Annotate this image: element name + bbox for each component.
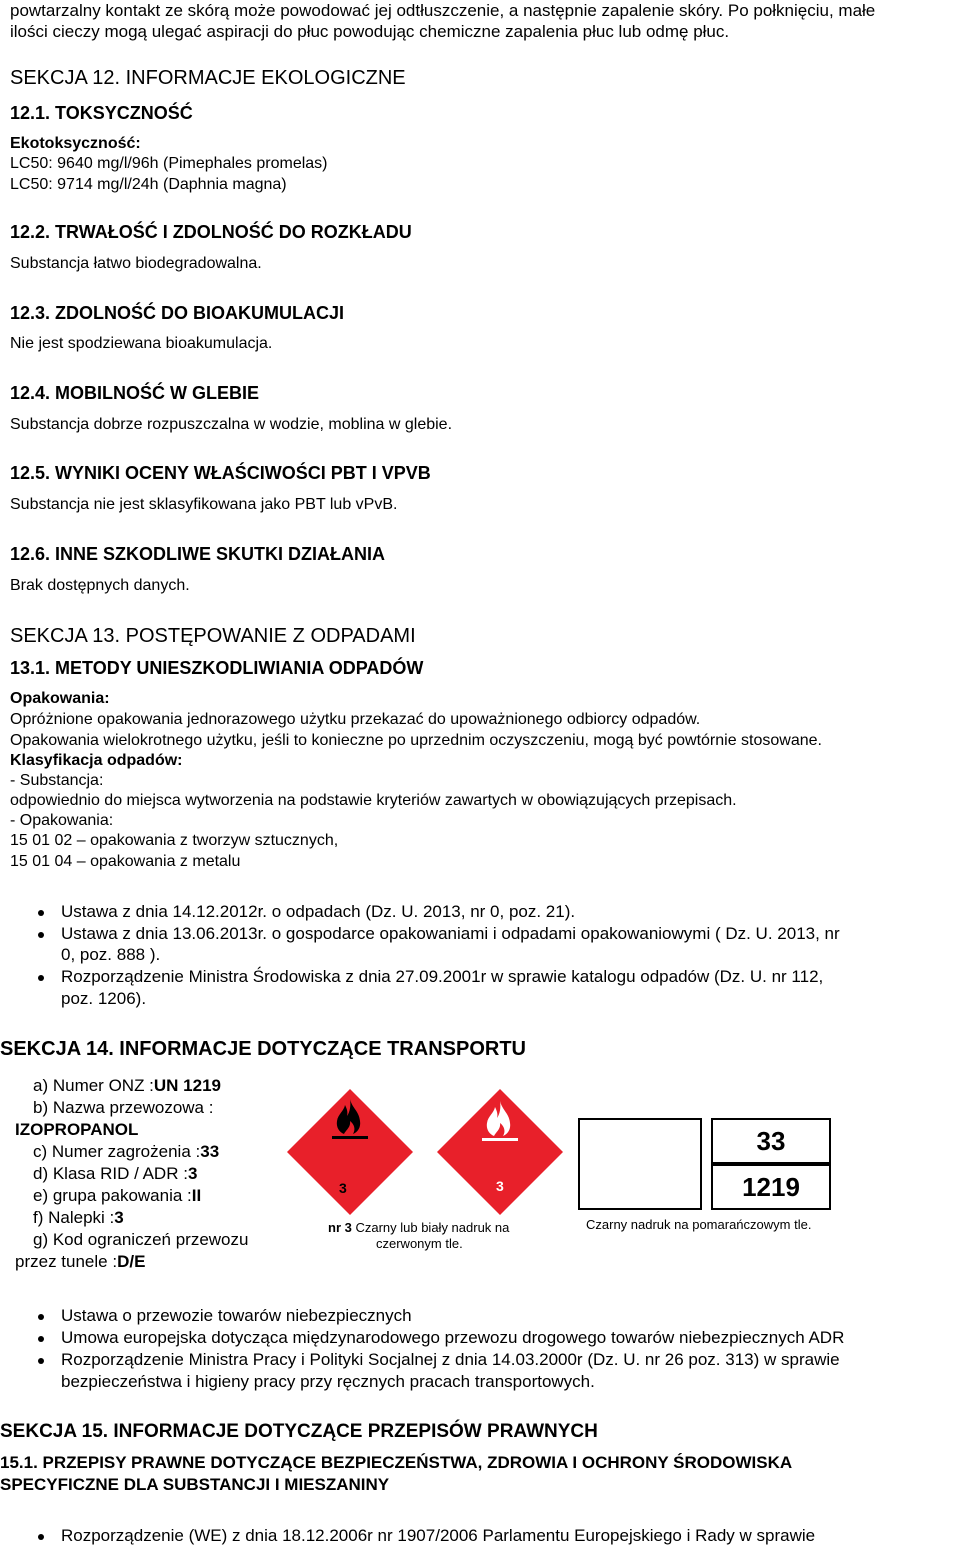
- hazard-label-number: 3: [496, 1178, 504, 1194]
- list-item: Umowa europejska dotycząca międzynarodowego przewozu drogowego towarów niebezpiecznych ADR: [61, 1328, 845, 1347]
- un-number-plate: 1219: [711, 1164, 831, 1210]
- heading-15-1-line2: SPECYFICZNE DLA SUBSTANCJI I MIESZANINY: [0, 1475, 390, 1494]
- zagrozenie-value: 33: [200, 1142, 220, 1161]
- section-12-title: SEKCJA 12. INFORMACJE EKOLOGICZNE: [10, 67, 406, 89]
- tunele-value: D/E: [117, 1252, 146, 1271]
- nazwa-label: b) Nazwa przewozowa :: [33, 1098, 214, 1117]
- intro-line-2: ilości cieczy mogą ulegać aspiracji do płuc powodując chemiczne zapalenia płuc lub odmę płuc.: [10, 22, 730, 41]
- bullet-dot: [38, 932, 44, 938]
- tunele-label: przez tunele :: [15, 1252, 118, 1271]
- opakowania-label-2: - Opakowania:: [10, 812, 114, 829]
- nazwa-value: IZOPROPANOL: [15, 1120, 139, 1139]
- list-item-cont: 0, poz. 888 ).: [61, 945, 161, 964]
- grupa-value: II: [191, 1186, 202, 1205]
- text-12-3: Nie jest spodziewana bioakumulacja.: [10, 335, 273, 352]
- onz-value: UN 1219: [153, 1076, 222, 1095]
- heading-12-4: 12.4. MOBILNOŚĆ W GLEBIE: [10, 383, 260, 403]
- text-12-5: Substancja nie jest sklasyfikowana jako PBT lub vPvB.: [10, 496, 398, 513]
- klasa-value: 3: [187, 1164, 198, 1183]
- list-item: Ustawa z dnia 13.06.2013r. o gospodarce opakowaniami i odpadami opakowaniowymi ( Dz. U. 2013, nr: [61, 924, 840, 943]
- opakowania-text-2: Opakowania wielokrotnego użytku, jeśli to konieczne po uprzednim oczyszczeniu, mogą być powtórnie stosowane.: [10, 732, 822, 749]
- text-12-2: Substancja łatwo biodegradowalna.: [10, 255, 262, 272]
- list-item: Ustawa o przewozie towarów niebezpiecznych: [61, 1306, 412, 1325]
- lc50-line-2: LC50: 9714 mg/l/24h (Daphnia magna): [10, 176, 287, 193]
- opakowania-label: Opakowania:: [10, 690, 110, 707]
- heading-12-1: 12.1. TOKSYCZNOŚĆ: [10, 103, 193, 123]
- caption-bold: nr 3: [328, 1220, 352, 1235]
- waste-code-2: 15 01 04 – opakowania z metalu: [10, 853, 241, 870]
- blank-plate: [578, 1118, 702, 1210]
- bullet-dot: [38, 1336, 44, 1342]
- hazard-label-caption-1-line2: czerwonym tle.: [376, 1236, 463, 1251]
- waste-code-1: 15 01 02 – opakowania z tworzyw sztucznych,: [10, 832, 339, 849]
- caption-text: Czarny lub biały nadruk na: [351, 1220, 510, 1235]
- grupa-label: e) grupa pakowania :: [33, 1186, 192, 1205]
- bullet-dot: [38, 1358, 44, 1364]
- intro-line-1: powtarzalny kontakt ze skórą może powodować jej odtłuszczenie, a następnie zapalenie skóry. Po połknięciu, małe: [10, 1, 876, 20]
- bullet-dot: [38, 975, 44, 981]
- list-item: Rozporządzenie Ministra Pracy i Polityki Socjalnej z dnia 14.03.2000r (Dz. U. nr 26 poz. 313) w sprawie: [61, 1350, 840, 1369]
- hazard-number-plate: 33: [711, 1118, 831, 1164]
- hazard-label-class-3-white: [435, 1087, 565, 1217]
- section-13-title: SEKCJA 13. POSTĘPOWANIE Z ODPADAMI: [10, 625, 416, 647]
- nalepki-label: f) Nalepki :: [33, 1208, 115, 1227]
- list-item: Rozporządzenie Ministra Środowiska z dnia 27.09.2001r w sprawie katalogu odpadów (Dz. U. nr 112,: [61, 967, 824, 986]
- zagrozenie-label: c) Numer zagrożenia :: [33, 1142, 201, 1161]
- text-12-6: Brak dostępnych danych.: [10, 577, 190, 594]
- klasa-label: d) Klasa RID / ADR :: [33, 1164, 188, 1183]
- bullet-dot: [38, 910, 44, 916]
- heading-12-5: 12.5. WYNIKI OCENY WŁAŚCIWOŚCI PBT I VPVB: [10, 463, 431, 483]
- heading-15-1-line1: 15.1. PRZEPISY PRAWNE DOTYCZĄCE BEZPIECZEŃSTWA, ZDROWIA I OCHRONY ŚRODOWISKA: [0, 1453, 793, 1472]
- ekotoksycznosc-label: Ekotoksyczność:: [10, 135, 141, 152]
- hazard-label-class-3-black: [285, 1087, 415, 1217]
- heading-12-6: 12.6. INNE SZKODLIWE SKUTKI DZIAŁANIA: [10, 544, 386, 564]
- list-item-cont: poz. 1206).: [61, 989, 147, 1008]
- list-item: Ustawa z dnia 14.12.2012r. o odpadach (Dz. U. 2013, nr 0, poz. 21).: [61, 902, 576, 921]
- list-item: Rozporządzenie (WE) z dnia 18.12.2006r nr 1907/2006 Parlamentu Europejskiego i Rady w sprawie: [61, 1526, 816, 1545]
- opakowania-text-1: Opróżnione opakowania jednorazowego użytku przekazać do upoważnionego odbiorcy odpadów.: [10, 711, 701, 728]
- kod-label: g) Kod ograniczeń przewozu: [33, 1230, 249, 1249]
- substancja-text: odpowiednio do miejsca wytworzenia na podstawie kryteriów zawartych w obowiązujących przepisach.: [10, 792, 737, 809]
- heading-12-2: 12.2. TRWAŁOŚĆ I ZDOLNOŚĆ DO ROZKŁADU: [10, 222, 412, 242]
- section-15-title: SEKCJA 15. INFORMACJE DOTYCZĄCE PRZEPISÓW PRAWNYCH: [0, 1421, 598, 1442]
- bullet-dot: [38, 1314, 44, 1320]
- klasyfikacja-label: Klasyfikacja odpadów:: [10, 752, 183, 769]
- onz-label: a) Numer ONZ :: [33, 1076, 154, 1095]
- hazard-label-number: 3: [339, 1180, 347, 1196]
- section-14-title: SEKCJA 14. INFORMACJE DOTYCZĄCE TRANSPORTU: [0, 1038, 526, 1060]
- nalepki-value: 3: [114, 1208, 124, 1227]
- list-item-cont: bezpieczeństwa i higieny pracy przy ręcznych pracach transportowych.: [61, 1372, 595, 1391]
- substancja-label: - Substancja:: [10, 772, 104, 789]
- bullet-dot: [38, 1534, 44, 1540]
- heading-13-1: 13.1. METODY UNIESZKODLIWIANIA ODPADÓW: [10, 658, 424, 678]
- text-12-4: Substancja dobrze rozpuszczalna w wodzie, moblina w glebie.: [10, 416, 453, 433]
- hazard-label-caption-1: [328, 1220, 509, 1236]
- plate-caption: Czarny nadruk na pomarańczowym tle.: [586, 1217, 812, 1232]
- heading-12-3: 12.3. ZDOLNOŚĆ DO BIOAKUMULACJI: [10, 303, 345, 323]
- lc50-line-1: LC50: 9640 mg/l/96h (Pimephales promelas): [10, 155, 328, 172]
